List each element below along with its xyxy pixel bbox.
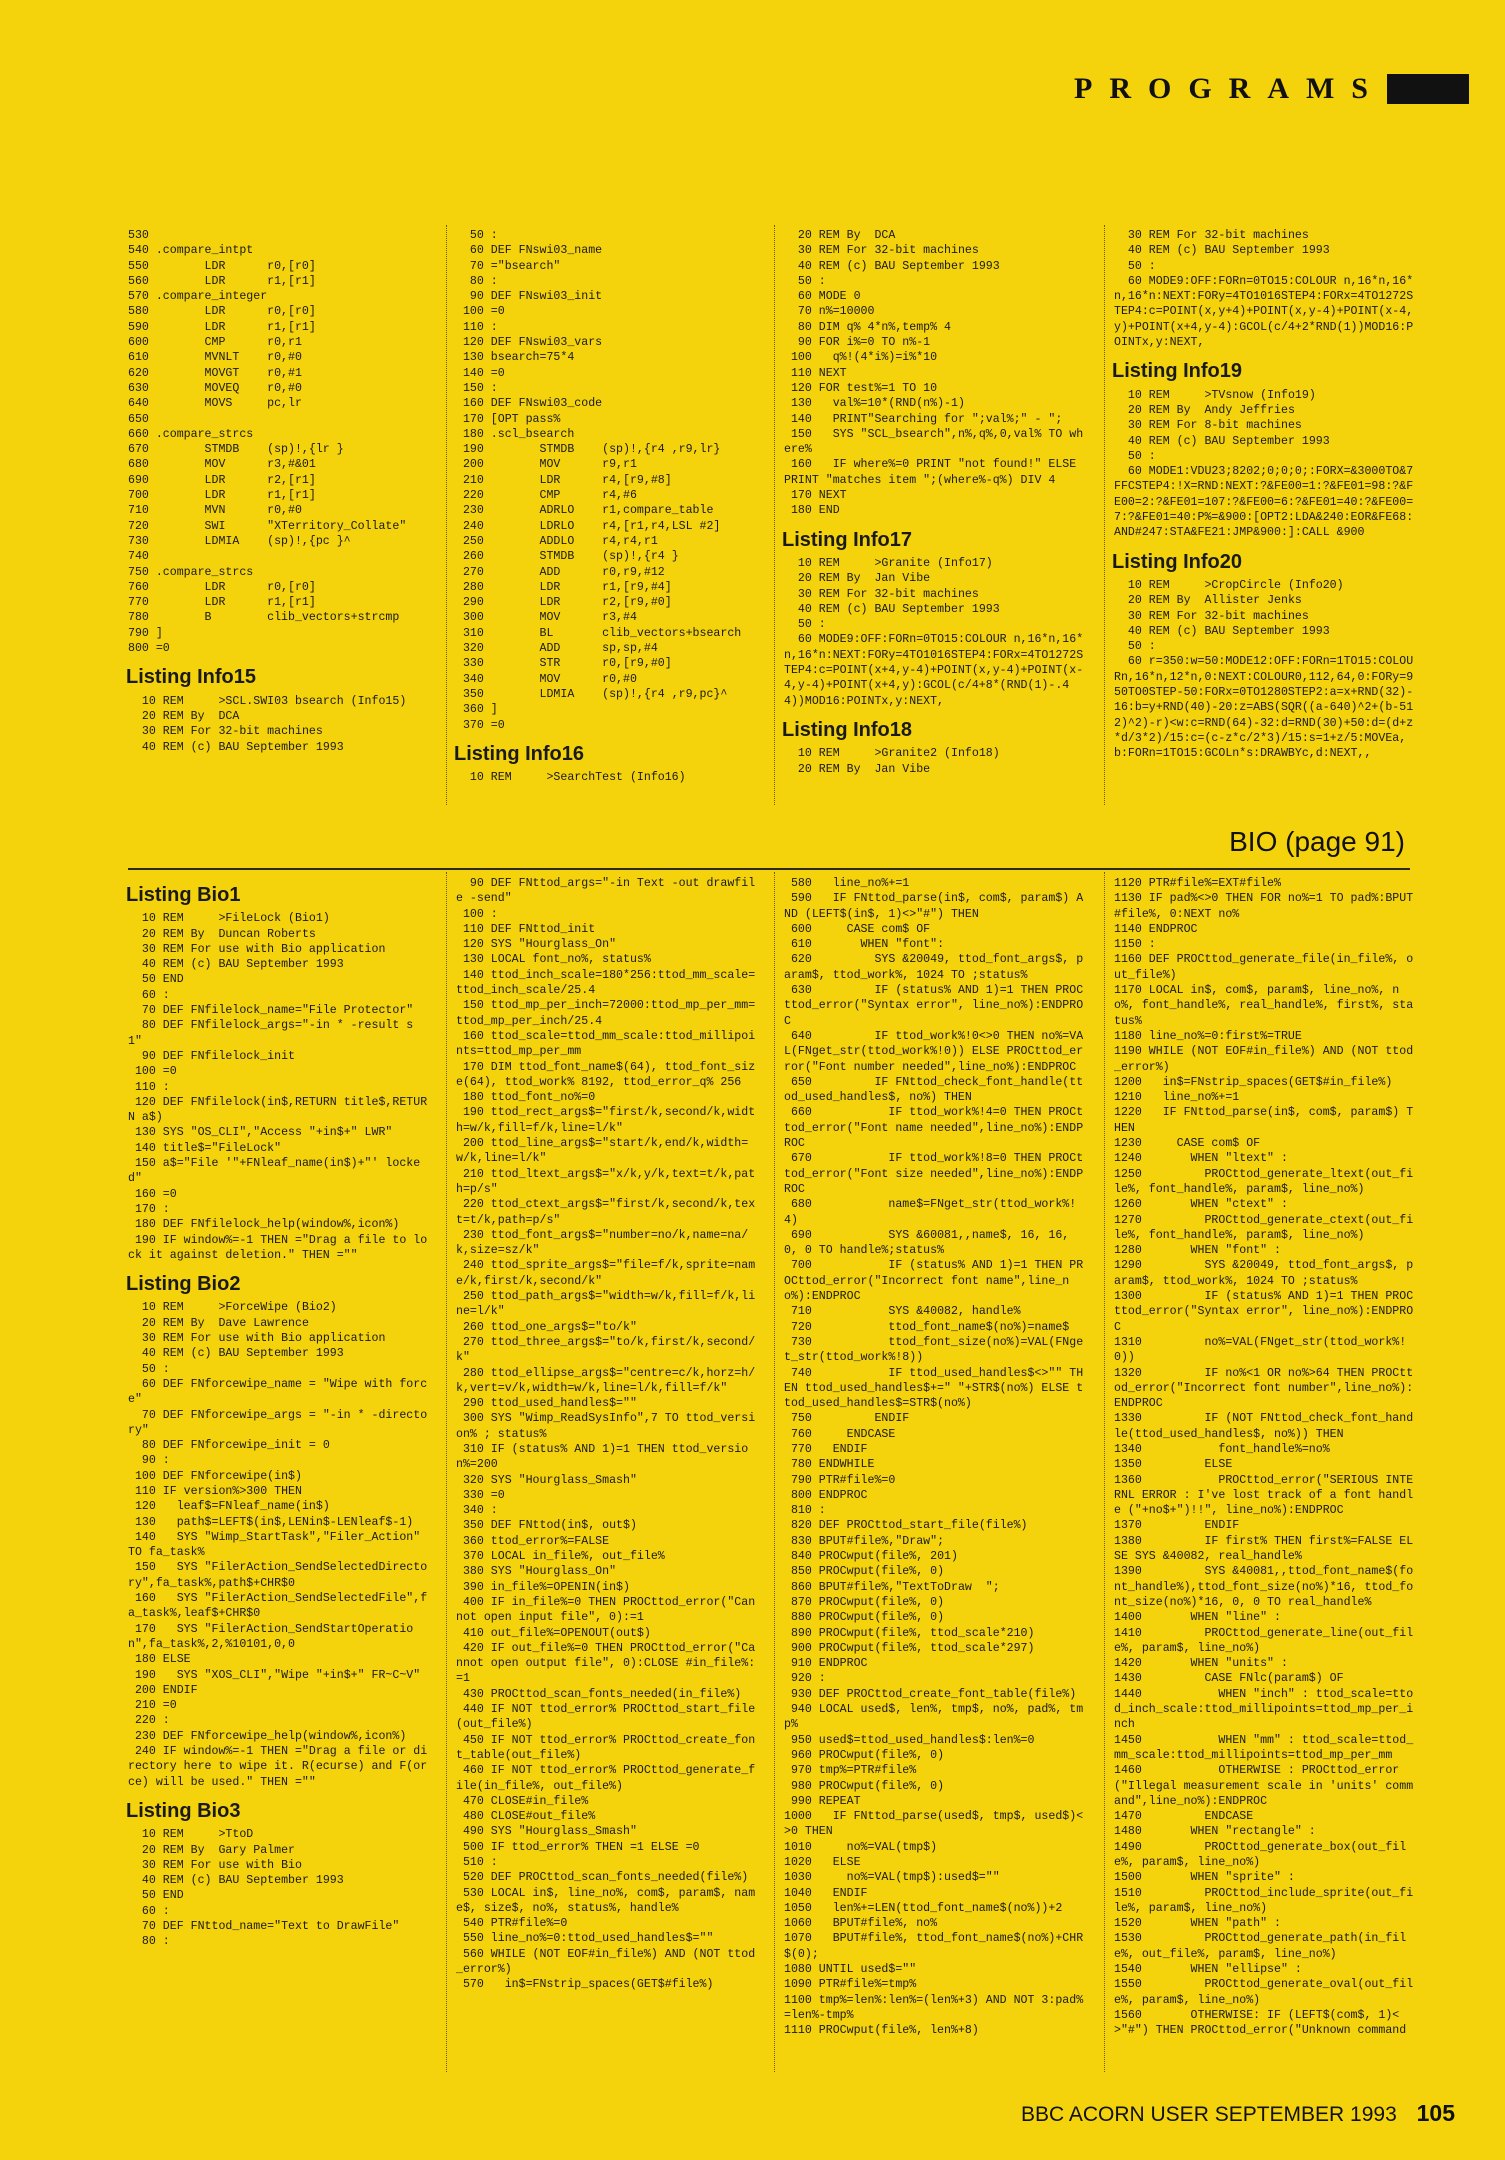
listing-title: Listing Info17 (782, 528, 912, 551)
code-block: 10 REM >Granite2 (Info18) 20 REM By Jan Vibe (797, 747, 1000, 776)
top-column-4 (1114, 228, 1414, 762)
code-block: 10 REM >Granite (Info17) 20 REM By Jan Vibe 30 REM For 32-bit machines 40 REM (c) BAU September 1993 50 : 60 MODE9:OFF:FORn=0TO15:COLOUR n,16*n,16*n,16*n:NEXT:FORy=4TO1016STEP4:FORx=4TO1272STEP4:c=POINT(x+4,y-4)+POINT(x,y-4)+POINT(x-4,y-4)+POINT(x+4,y):GCOL(c/4+8*(RND(1)-.44))MOD16:POINTx,y:NEXT, (784, 556, 1084, 708)
bottom-column-2 (456, 876, 756, 1993)
listing-title: Listing Info15 (126, 666, 256, 689)
code-block: 580 line_no%+=1 590 IF FNttod_parse(in$, com$, param$) AND (LEFT$(in$, 1)<>"#") THEN 600 CASE com$ OF 610 WHEN "font": 620 SYS &20049, ttod_font_args$, param$, ttod_work%, 1024 TO ;status% 630 IF (status% AND 1)=1 THEN PROCttod_error("Syntax error", line_no%):ENDPROC 640 IF ttod_work%!0<>0 THEN no%=VAL(FNget_str(ttod_work%!0)) ELSE PROCttod_error("Font number needed",line_no%):ENDPROC 650 IF FNttod_check_font_handle(ttod_used_handles$, no%) THEN 660 IF ttod_work%!4=0 THEN PROCttod_error("Font name needed",line_no%):ENDPROC 670 IF ttod_work%!8=0 THEN PROCttod_error("Font size needed",line_no%):ENDPROC 680 name$=FNget_str(ttod_work%!4) 690 SYS &60081,,name$, 16, 16, 0, 0 TO handle%;status% 700 IF (status% AND 1)=1 THEN PROCttod_error("Incorrect font name",line_no%):ENDPROC 710 SYS &40082, handle% 720 ttod_font_name$(no%)=name$ 730 ttod_font_size(no%)=VAL(FNget_str(ttod_work%!8)) 740 IF ttod_used_handles$<>"" THEN ttod_used_handles$+=" "+STR$(no%) ELSE ttod_used_handles$=STR$(no%) 750 ENDIF 760 ENDCASE 770 ENDIF 780 ENDWHILE 790 PTR#file%=0 800 ENDPROC 810 : 820 DEF PROCttod_start_file(file%) 830 BPUT#file%,"Draw"; 840 PROCwput(file%, 201) 850 PROCwput(file%, 0) 860 BPUT#file%,"TextToDraw "; 870 PROCwput(file%, 0) 880 PROCwput(file%, 0) 890 PROCwput(file%, ttod_scale*210) 900 PROCwput(file%, ttod_scale*297) 910 ENDPROC 920 : 930 DEF PROCttod_create_font_table(file%) 940 LOCAL used$, len%, tmp$, no%, pad%, tmp% 950 used$=ttod_used_handles$:len%=0 960 PROCwput(file%, 0) 970 tmp%=PTR#file% 980 PROCwput(file%, 0) 990 REPEAT 1000 IF FNttod_parse(used$, tmp$, used$)<>0 THEN 1010 no%=VAL(tmp$) 1020 ELSE 1030 no%=VAL(tmp$):used$="" 1040 ENDIF 1050 len%+=LEN(ttod_font_name$(no%))+2 1060 BPUT#file%, no% 1070 BPUT#file%, ttod_font_name$(no%)+CHR$(0); 1080 UNTIL used$="" 1090 PTR#file%=tmp% 1100 tmp%=len%:len%=(len%+3) AND NOT 3:pad%=len%-tmp% 1110 PROCwput(file%, len%+8) (784, 877, 1084, 2038)
code-block: 10 REM >SCL.SWI03 bsearch (Info15) 20 REM By DCA 30 REM For 32-bit machines 40 REM (c) BAU September 1993 (141, 694, 407, 754)
section-divider (128, 868, 1410, 870)
code-block: 20 REM By DCA 30 REM For 32-bit machines 40 REM (c) BAU September 1993 50 : 60 MODE 0 70 n%=10000 80 DIM q% 4*n%,temp% 4 90 FOR i%=0 TO n%-1 100 q%!(4*i%)=i%*10 110 NEXT 120 FOR test%=1 TO 10 130 val%=10*(RND(n%)-1) 140 PRINT"Searching for ";val%;" - "; 150 SYS "SCL_bsearch",n%,q%,0,val% TO where% 160 IF where%=0 PRINT "not found!" ELSE PRINT "matches item ";(where%-q%) DIV 4 170 NEXT 180 END (784, 229, 1084, 518)
listing-title: Listing Info18 (782, 718, 912, 741)
top-column-1 (128, 228, 428, 755)
column-divider (446, 225, 447, 805)
bottom-column-3 (784, 876, 1084, 2039)
code-block: 10 REM >CropCircle (Info20) 20 REM By Allister Jenks 30 REM For 32-bit machines 40 REM (c) BAU September 1993 50 : 60 r=350:w=50:MODE12:OFF:FORn=1TO15:COLOURn,16*n,12*n,0:NEXT:COLOUR0,112,64,0:FORy=950TO0STEP-50:FORx=0TO1280STEP2:a=x+RND(32)-16:b=y+RND(40)-20:z=ABS(SQR((a-640)^2+(b-512)^2)-r)<w:c=RND(64)-32:d=RND(30)+50:d=(d+z*d/3*2)/15:c=(c-z*c/2*3)/15:s=1+z/5:MOVEa,b:FORn=1TO15:GCOLn*s:DRAWBYc,d:NEXT,, (1114, 578, 1414, 761)
code-block: 1120 PTR#file%=EXT#file% 1130 IF pad%<>0 THEN FOR no%=1 TO pad%:BPUT#file%, 0:NEXT no% 1140 ENDPROC 1150 : 1160 DEF PROCttod_generate_file(in_file%, out_file%) 1170 LOCAL in$, com$, param$, line_no%, no%, font_handle%, real_handle%, first%, status% 1180 line_no%=0:first%=TRUE 1190 WHILE (NOT EOF#in_file%) AND (NOT ttod_error%) 1200 in$=FNstrip_spaces(GET$#in_file%) 1210 line_no%+=1 1220 IF FNttod_parse(in$, com$, param$) THEN 1230 CASE com$ OF 1240 WHEN "ltext" : 1250 PROCttod_generate_ltext(out_file%, font_handle%, param$, line_no%) 1260 WHEN "ctext" : 1270 PROCttod_generate_ctext(out_file%, font_handle%, param$, line_no%) 1280 WHEN "font" : 1290 SYS &20049, ttod_font_args$, param$, ttod_work%, 1024 TO ;status% 1300 IF (status% AND 1)=1 THEN PROCttod_error("Syntax error", line_no%):ENDPROC 1310 no%=VAL(FNget_str(ttod_work%!0)) 1320 IF no%<1 OR no%>64 THEN PROCttod_error("Incorrect font number",line_no%):ENDPROC 1330 IF (NOT FNttod_check_font_handle(ttod_used_handles$, no%)) THEN 1340 font_handle%=no% 1350 ELSE 1360 PROCttod_error("SERIOUS INTERNL ERROR : I've lost track of a font handle ("+no$+")!!", line_no%):ENDPROC 1370 ENDIF 1380 IF first% THEN first%=FALSE ELSE SYS &40082, real_handle% 1390 SYS &40081,,ttod_font_name$(font_handle%),ttod_font_size(no%)*16, ttod_font_size(no%)*16, 0, 0 TO real_handle% 1400 WHEN "line" : 1410 PROCttod_generate_line(out_file%, param$, line_no%) 1420 WHEN "units" : 1430 CASE FNlc(param$) OF 1440 WHEN "inch" : ttod_scale=ttod_inch_scale:ttod_millipoints=ttod_mp_per_inch 1450 WHEN "mm" : ttod_scale=ttod_mm_scale:ttod_millipoints=ttod_mp_per_mm 1460 OTHERWISE : PROCttod_error("Illegal measurement scale in 'units' command",line_no%):ENDPROC 1470 ENDCASE 1480 WHEN "rectangle" : 1490 PROCttod_generate_box(out_file%, param$, line_no%) 1500 WHEN "sprite" : 1510 PROCttod_include_sprite(out_file%, param$, line_no%) 1520 WHEN "path" : 1530 PROCttod_generate_path(in_file%, out_file%, param$, line_no%) 1540 WHEN "ellipse" : 1550 PROCttod_generate_oval(out_file%, param$, line_no%) 1560 OTHERWISE: IF (LEFT$(com$, 1)<>"#") THEN PROCttod_error("Unknown command (1114, 877, 1414, 2038)
bottom-column-4 (1114, 876, 1414, 2039)
code-block: 10 REM >ForceWipe (Bio2) 20 REM By Dave Lawrence 30 REM For use with Bio application 40 REM (c) BAU September 1993 50 : 60 DEF FNforcewipe_name = "Wipe with force" 70 DEF FNforcewipe_args = "-in * -directory" 80 DEF FNforcewipe_init = 0 90 : 100 DEF FNforcewipe(in$) 110 IF version%>300 THEN 120 leaf$=FNleaf_name(in$) 130 path$=LEFT$(in$,LENin$-LENleaf$-1) 140 SYS "Wimp_StartTask","Filer_Action" TO fa_task% 150 SYS "FilerAction_SendSelectedDirectory",fa_task%,path$+CHR$0 160 SYS "FilerAction_SendSelectedFile",fa_task%,leaf$+CHR$0 170 SYS "FilerAction_SendStartOperation",fa_task%,2,%10101,0,0 180 ELSE 190 SYS "XOS_CLI","Wipe "+in$+" FR~C~V" 200 ENDIF 210 =0 220 : 230 DEF FNforcewipe_help(window%,icon%) 240 IF window%=-1 THEN ="Drag a file or directory here to wipe it. R(ecurse) and F(orce) will be used." THEN ="" (128, 1301, 428, 1789)
listing-title: Listing Bio1 (126, 884, 241, 906)
top-column-3 (784, 228, 1084, 777)
magazine-name: BBC ACORN USER SEPTEMBER 1993 (1020, 2103, 1397, 2126)
page-number: 105 (1416, 2100, 1455, 2126)
code-block: 10 REM >TtoD 20 REM By Gary Palmer 30 REM For use with Bio 40 REM (c) BAU September 1993 50 END 60 : 70 DEF FNttod_name="Text to DrawFile" 80 : (141, 1828, 400, 1949)
listing-title: Listing Bio2 (126, 1273, 241, 1296)
bio-heading: BIO (page 91) (1229, 826, 1405, 857)
listing-title: Listing Info20 (1112, 550, 1242, 573)
section-title: PROGRAMS (1074, 72, 1385, 105)
column-divider (1104, 225, 1105, 805)
listing-title: Listing Bio3 (126, 1799, 241, 1822)
listing-title: Listing Info16 (454, 742, 584, 765)
column-divider (774, 225, 775, 805)
code-block: 10 REM >FileLock (Bio1) 20 REM By Duncan Roberts 30 REM For use with Bio application 40 REM (c) BAU September 1993 50 END 60 : 70 DEF FNfilelock_name="File Protector" 80 DEF FNfilelock_args="-in * -result s 1" 90 DEF FNfilelock_init 100 =0 110 : 120 DEF FNfilelock(in$,RETURN title$,RETURN a$) 130 SYS "OS_CLI","Access "+in$+" LWR" 140 title$="FileLock" 150 a$="File '"+FNleaf_name(in$)+"' locked" 160 =0 170 : 180 DEF FNfilelock_help(window%,icon%) 190 IF window%=-1 THEN ="Drag a file to lock it against deletion." THEN ="" (128, 912, 428, 1262)
code-block: 90 DEF FNttod_args="-in Text -out drawfile -send" 100 : 110 DEF FNttod_init 120 SYS "Hourglass_On" 130 LOCAL font_no%, status% 140 ttod_inch_scale=180*256:ttod_mm_scale=ttod_inch_scale/25.4 150 ttod_mp_per_inch=72000:ttod_mp_per_mm=ttod_mp_per_inch/25.4 160 ttod_scale=ttod_mm_scale:ttod_millipoints=ttod_mp_per_mm 170 DIM ttod_font_name$(64), ttod_font_size(64), ttod_work% 8192, ttod_error_q% 256 180 ttod_font_no%=0 190 ttod_rect_args$="first/k,second/k,width=w/k,fill=f/k,line=l/k" 200 ttod_line_args$="start/k,end/k,width=w/k,line=l/k" 210 ttod_ltext_args$="x/k,y/k,text=t/k,path=p/s" 220 ttod_ctext_args$="first/k,second/k,text=t/k,path=p/s" 230 ttod_font_args$="number=no/k,name=na/k,size=sz/k" 240 ttod_sprite_args$="file=f/k,sprite=name/k,first/k,second/k" 250 ttod_path_args$="width=w/k,fill=f/k,line=l/k" 260 ttod_one_args$="to/k" 270 ttod_three_args$="to/k,first/k,second/k" 280 ttod_ellipse_args$="centre=c/k,horz=h/k,vert=v/k,width=w/k,line=l/k,fill=f/k" 290 ttod_used_handles$="" 300 SYS "Wimp_ReadSysInfo",7 TO ttod_version% ; status% 310 IF (status% AND 1)=1 THEN ttod_version%=200 320 SYS "Hourglass_Smash" 330 =0 340 : 350 DEF FNttod(in$, out$) 360 ttod_error%=FALSE 370 LOCAL in_file%, out_file% 380 SYS "Hourglass_On" 390 in_file%=OPENIN(in$) 400 IF in_file%=0 THEN PROCttod_error("Cannot open input file", 0):=1 410 out_file%=OPENOUT(out$) 420 IF out_file%=0 THEN PROCttod_error("Cannot open output file", 0):CLOSE #in_file%:=1 430 PROCttod_scan_fonts_needed(in_file%) 440 IF NOT ttod_error% PROCttod_start_file(out_file%) 450 IF NOT ttod_error% PROCttod_create_font_table(out_file%) 460 IF NOT ttod_error% PROCttod_generate_file(in_file%, out_file%) 470 CLOSE#in_file% 480 CLOSE#out_file% 490 SYS "Hourglass_Smash" 500 IF ttod_error% THEN =1 ELSE =0 510 : 520 DEF PROCttod_scan_fonts_needed(file%) 530 LOCAL in$, line_no%, com$, param$, name$, size$, no%, status%, handle% 540 PTR#file%=0 550 line_no%=0:ttod_used_handles$="" 560 WHILE (NOT EOF#in_file%) AND (NOT ttod_error%) 570 in$=FNstrip_spaces(GET$#file%) (456, 877, 756, 1992)
column-divider (774, 872, 775, 2072)
column-divider (1104, 872, 1105, 2072)
bottom-column-1 (128, 874, 428, 1950)
top-column-2 (456, 228, 756, 785)
code-block: 10 REM >SearchTest (Info16) (456, 771, 686, 785)
section-header (1074, 72, 1469, 106)
code-block: 10 REM >TVsnow (Info19) 20 REM By Andy Jeffries 30 REM For 8-bit machines 40 REM (c) BAU September 1993 50 : 60 MODE1:VDU23;8202;0;0;0;:FORX=&3000TO&7FFCSTEP4:!X=RND:NEXT:?&FE00=1:?&FE01=98:?&FE00=2:?&FE01=107:?&FE00=6:?&FE01=40:?&FE00=7:?&FE01=40:P%=&900:[OPT2:LDA&240:EOR&FE68:AND#247:STA&FE21:JMP&900:]:CALL &900 (1114, 388, 1414, 540)
page-footer (1021, 2100, 1455, 2127)
code-block: 50 : 60 DEF FNswi03_name 70 ="bsearch" 80 : 90 DEF FNswi03_init 100 =0 110 : 120 DEF FNswi03_vars 130 bsearch=75*4 140 =0 150 : 160 DEF FNswi03_code 170 [OPT pass% 180 .scl_bsearch 190 STMDB (sp)!,{r4 ,r9,lr} 200 MOV r9,r1 210 LDR r4,[r9,#8] 220 CMP r4,#6 230 ADRLO r1,compare_table 240 LDRLO r4,[r1,r4,LSL #2] 250 ADDLO r4,r4,r1 260 STMDB (sp)!,{r4 } 270 ADD r0,r9,#12 280 LDR r1,[r9,#4] 290 LDR r2,[r9,#0] 300 MOV r3,#4 310 BL clib_vectors+bsearch 320 ADD sp,sp,#4 330 STR r0,[r9,#0] 340 MOV r0,#0 350 LDMIA (sp)!,{r4 ,r9,pc}^ 360 ] 370 =0 (462, 229, 742, 732)
listing-title: Listing Info19 (1112, 360, 1242, 383)
code-block: 30 REM For 32-bit machines 40 REM (c) BAU September 1993 50 : 60 MODE9:OFF:FORn=0TO15:COLOUR n,16*n,16*n,16*n:NEXT:FORy=4TO1016STEP4:FORx=4TO1272STEP4:c=POINT(x,y+4)+POINT(x,y-4)+POINT(x-4,y)+POINT(x+4,y-4):GCOL(c/4+2*RND(1))MOD16:POINTx,y:NEXT, (1114, 229, 1414, 350)
code-block: 530 540 .compare_intpt 550 LDR r0,[r0] 560 LDR r1,[r1] 570 .compare_integer 580 LDR r0,[r0] 590 LDR r1,[r1] 600 CMP r0,r1 610 MVNLT r0,#0 620 MOVGT r0,#1 630 MOVEQ r0,#0 640 MOVS pc,lr 650 660 .compare_strcs 670 STMDB (sp)!,{lr } 680 MOV r3,#&01 690 LDR r2,[r1] 700 LDR r1,[r1] 710 MVN r0,#0 720 SWI "XTerritory_Collate" 730 LDMIA (sp)!,{pc }^ 740 750 .compare_strcs 760 LDR r0,[r0] 770 LDR r1,[r1] 780 B clib_vectors+strcmp 790 ] 800 =0 (128, 229, 407, 656)
section-bar (1387, 74, 1469, 104)
column-divider (446, 872, 447, 2072)
